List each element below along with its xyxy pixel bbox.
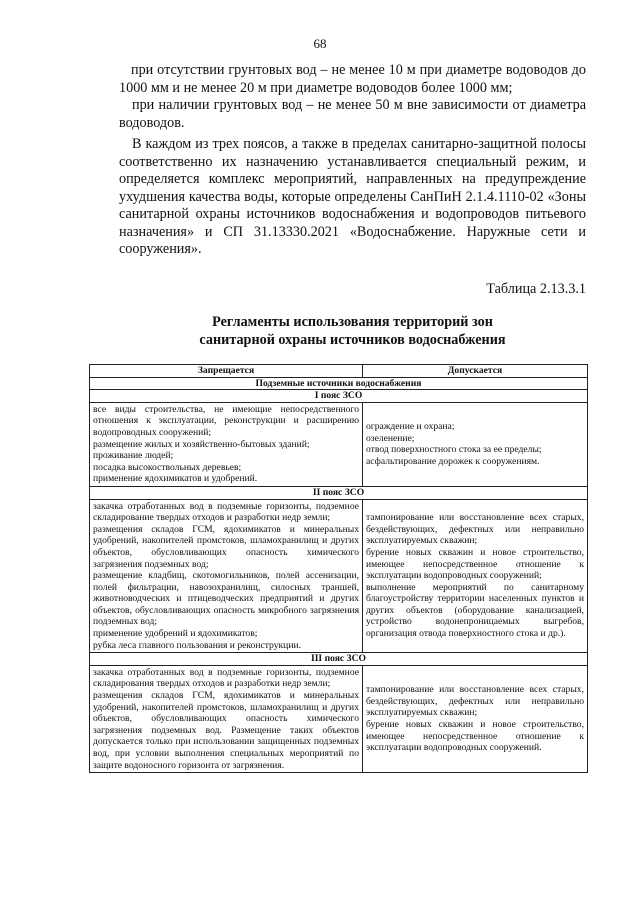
group-row xyxy=(90,377,588,390)
header-allowed: Допускается xyxy=(363,365,588,378)
zone-3-allowed xyxy=(363,665,588,772)
zone-1-allowed-item: ограждение и охрана; xyxy=(366,421,455,433)
zone-2-allowed xyxy=(363,499,588,653)
zone-1-prohibited xyxy=(90,402,363,486)
zone-2-prohibited-item: закачка отработанных вод в подземные горизонты, подземное складирование твердых отходов и разработки недр земли; xyxy=(93,500,359,524)
zone-3-row xyxy=(90,653,588,666)
header-prohibited: Запрещается xyxy=(90,365,363,378)
zone-1-prohibited-item: размещение жилых и хозяйственно-бытовых зданий; xyxy=(93,438,310,450)
zone-2-title: II пояс ЗСО xyxy=(90,486,588,499)
zone-2-allowed-item: тампонирование или восстановление всех старых, бездействующих, дефектных или неправильно эксплуатируемых скважин; xyxy=(366,512,584,547)
zone-2-allowed-item: выполнение мероприятий по санитарному благоустройству территории населенных пунктов и других объектов (оборудование канализацией, устройство водонепроницаемых выгребов, организация отвода поверхностного стока и др.). xyxy=(366,581,584,640)
zone-1-allowed-item: асфальтирование дорожек к сооружениям. xyxy=(366,455,540,467)
zone-1-allowed-item: отвод поверхностного стока за ее пределы; xyxy=(366,444,542,456)
paragraph-1: при отсутствии грунтовых вод – не менее 10 м при диаметре водоводов до 1000 мм и не менее 20 м при диаметре водоводов более 1000 мм; xyxy=(119,62,586,96)
page-number: 68 xyxy=(313,36,327,51)
zone-2-row xyxy=(90,486,588,499)
zone-2-allowed-item: бурение новых скважин и новое строительство, имеющее непосредственное отношение к эксплуатации водопроводных сооружений; xyxy=(366,546,584,582)
zone-2-prohibited xyxy=(90,499,363,653)
zone-3-prohibited xyxy=(90,665,363,772)
table-title-line-1: Регламенты использования территорий зон xyxy=(212,314,493,330)
zone-2-prohibited-item: применение удобрений и ядохимикатов; xyxy=(93,628,258,640)
zone-1-allowed xyxy=(363,402,588,486)
zone-1-row xyxy=(90,390,588,403)
zone-1-prohibited-item: проживание людей; xyxy=(93,450,174,462)
zone-1-prohibited-item: все виды строительства, не имеющие непосредственного отношения к эксплуатации, реконструкции и расширению водопроводных сооружений; xyxy=(93,403,359,438)
zone-2-prohibited-item: размещение кладбищ, скотомогильников, полей ассенизации, полей фильтрации, навозохранилищ, силосных траншей, животноводческих и птицеводческих предприятий и других объектов, обусловливающих опасность микробного загрязнения подземных вод; xyxy=(93,570,359,628)
regulations-table xyxy=(89,364,588,773)
zone-1-allowed-item: озеленение; xyxy=(366,432,415,444)
table-title-line-2: санитарной охраны источников водоснабжения xyxy=(199,332,506,348)
zone-3-prohibited-item: размещения складов ГСМ, ядохимикатов и минеральных удобрений, накопителей промстоков, шламохранилищ и других объектов, обусловливающих опасность химического загрязнения подземных вод. Размещение таких объектов допускается только при использовании защищенных подземных вод, при условии выполнения специальных мероприятий по защите водоносного горизонта от загрязнения. xyxy=(93,690,359,771)
paragraph-3: В каждом из трех поясов, а также в пределах санитарно-защитной полосы соответственно их назначению устанавливается специальный режим, и определяется комплекс мероприятий, направленных на предупреждение ухудшения качества воды, которые определены СанПиН 2.1.4.1110-02 «Зоны санитарной охраны источников водоснабжения и водопроводов питьевого назначения» и СП 31.13330.2021 «Водоснабжение. Наружные сети и сооружения». xyxy=(119,136,586,257)
zone-3-prohibited-item: закачка отработанных вод в подземные горизонты, подземное складирования твердых отходов и разработки недр земли; xyxy=(93,666,359,690)
table-title xyxy=(119,313,586,349)
zone-2-prohibited-item: размещения складов ГСМ, ядохимикатов и минеральных удобрений, накопителей промстоков, шламохранилищ и других объектов, обусловливающих опасность химического загрязнения подземных вод; xyxy=(93,523,359,570)
group-title: Подземные источники водоснабжения xyxy=(90,377,588,390)
zone-3-allowed-item: бурение новых скважин и новое строительство, имеющее непосредственное отношение к эксплуатации водопроводных сооружений. xyxy=(366,719,584,754)
paragraph-2: при наличии грунтовых вод – не менее 50 м вне зависимости от диаметра водоводов. xyxy=(119,97,586,131)
zone-1-title: I пояс ЗСО xyxy=(90,390,588,403)
table-number: Таблица 2.13.3.1 xyxy=(486,281,586,297)
zone-2-content-row xyxy=(90,499,588,653)
body-text xyxy=(119,62,586,259)
zone-1-prohibited-item: посадка высокоствольных деревьев; xyxy=(93,461,242,473)
zone-3-allowed-item: тампонирование или восстановление всех старых, бездействующих, дефектных или неправильно эксплуатируемых скважин; xyxy=(366,684,584,719)
zone-1-prohibited-item: применение ядохимикатов и удобрений. xyxy=(93,473,258,485)
zone-1-content-row xyxy=(90,402,588,486)
zone-2-prohibited-item: рубка леса главного пользования и реконструкции. xyxy=(93,639,301,651)
zone-3-title: III пояс ЗСО xyxy=(90,653,588,666)
table-header-row xyxy=(90,365,588,378)
zone-3-content-row xyxy=(90,665,588,772)
